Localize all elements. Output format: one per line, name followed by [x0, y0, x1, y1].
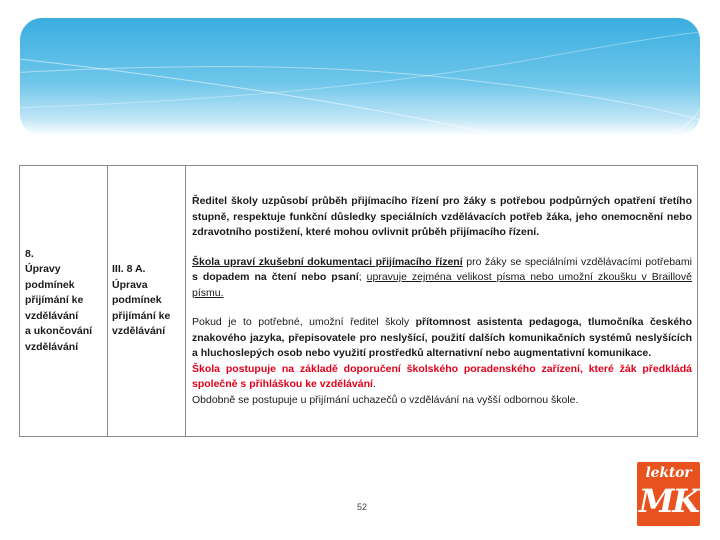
content-paragraph-4 — [192, 362, 692, 393]
header-band — [20, 18, 700, 136]
paragraph-cell — [108, 166, 186, 437]
page-number: 52 — [356, 502, 367, 512]
assistant-lead: Pokud je to potřebné, umožní ředitel školy — [192, 316, 416, 328]
paragraph-label: III. 8 A. Úprava podmínek přijímání ke vzdělávání — [112, 263, 171, 338]
exam-docs-sep: ; — [358, 271, 367, 283]
exam-docs-reading: s dopadem na čtení nebo psaní — [192, 271, 359, 283]
lektor-logo — [637, 462, 700, 526]
logo-line1: lektor — [645, 465, 692, 481]
section-label: 8. Úpravy podmínek přijímání ke vzdělávání a ukončování vzdělávání — [25, 247, 93, 353]
content-cell — [186, 166, 698, 437]
content-paragraph-5: Obdobně se postupuje u přijímání uchazečů o vzdělávání na vyšší odbornou škole. — [192, 393, 579, 406]
assistant-list: přítomnost asistenta pedagoga, tlumočníka českého znakového jazyka, přepisovatele pro neslyšící, použití dalších komunikačních systémů neslyšících a hluchoslepých osob nebo využití prostředků alternativní nebo augmentativní komunikace. — [192, 316, 692, 359]
content-paragraph-3 — [192, 315, 692, 362]
content-paragraph-1: Ředitel školy uzpůsobí průběh přijímacího řízení pro žáky s potřebou podpůrných opatření třetího stupně, respektuje funkční důsledky speciálních vzdělávacích potřeb žáka, jeho onemocnění nebo zdravotního postižení, které mohou ovlivnit průběh přijímacího řízení. — [192, 195, 692, 238]
exam-docs-mid: pro žáky se speciálními vzdělávacími potřebami — [462, 255, 692, 268]
logo-line2: MK — [638, 482, 699, 520]
header-decoration — [20, 18, 700, 136]
counseling-recommendation: Škola postupuje na základě doporučení školského poradenského zařízení, které žák předkládá společně s přihláškou ke vzdělávání — [192, 362, 692, 390]
counseling-dot: . — [372, 378, 376, 390]
regulation-table — [19, 165, 698, 437]
exam-docs-lead: Škola upraví zkušební dokumentaci přijímacího řízení — [192, 255, 463, 268]
exam-docs-tail: upravuje zejména velikost písma nebo umožní zkoušku v Braillově písmu. — [192, 271, 692, 299]
table-row — [20, 166, 698, 437]
content-paragraph-2 — [192, 255, 692, 302]
section-cell — [20, 166, 108, 437]
